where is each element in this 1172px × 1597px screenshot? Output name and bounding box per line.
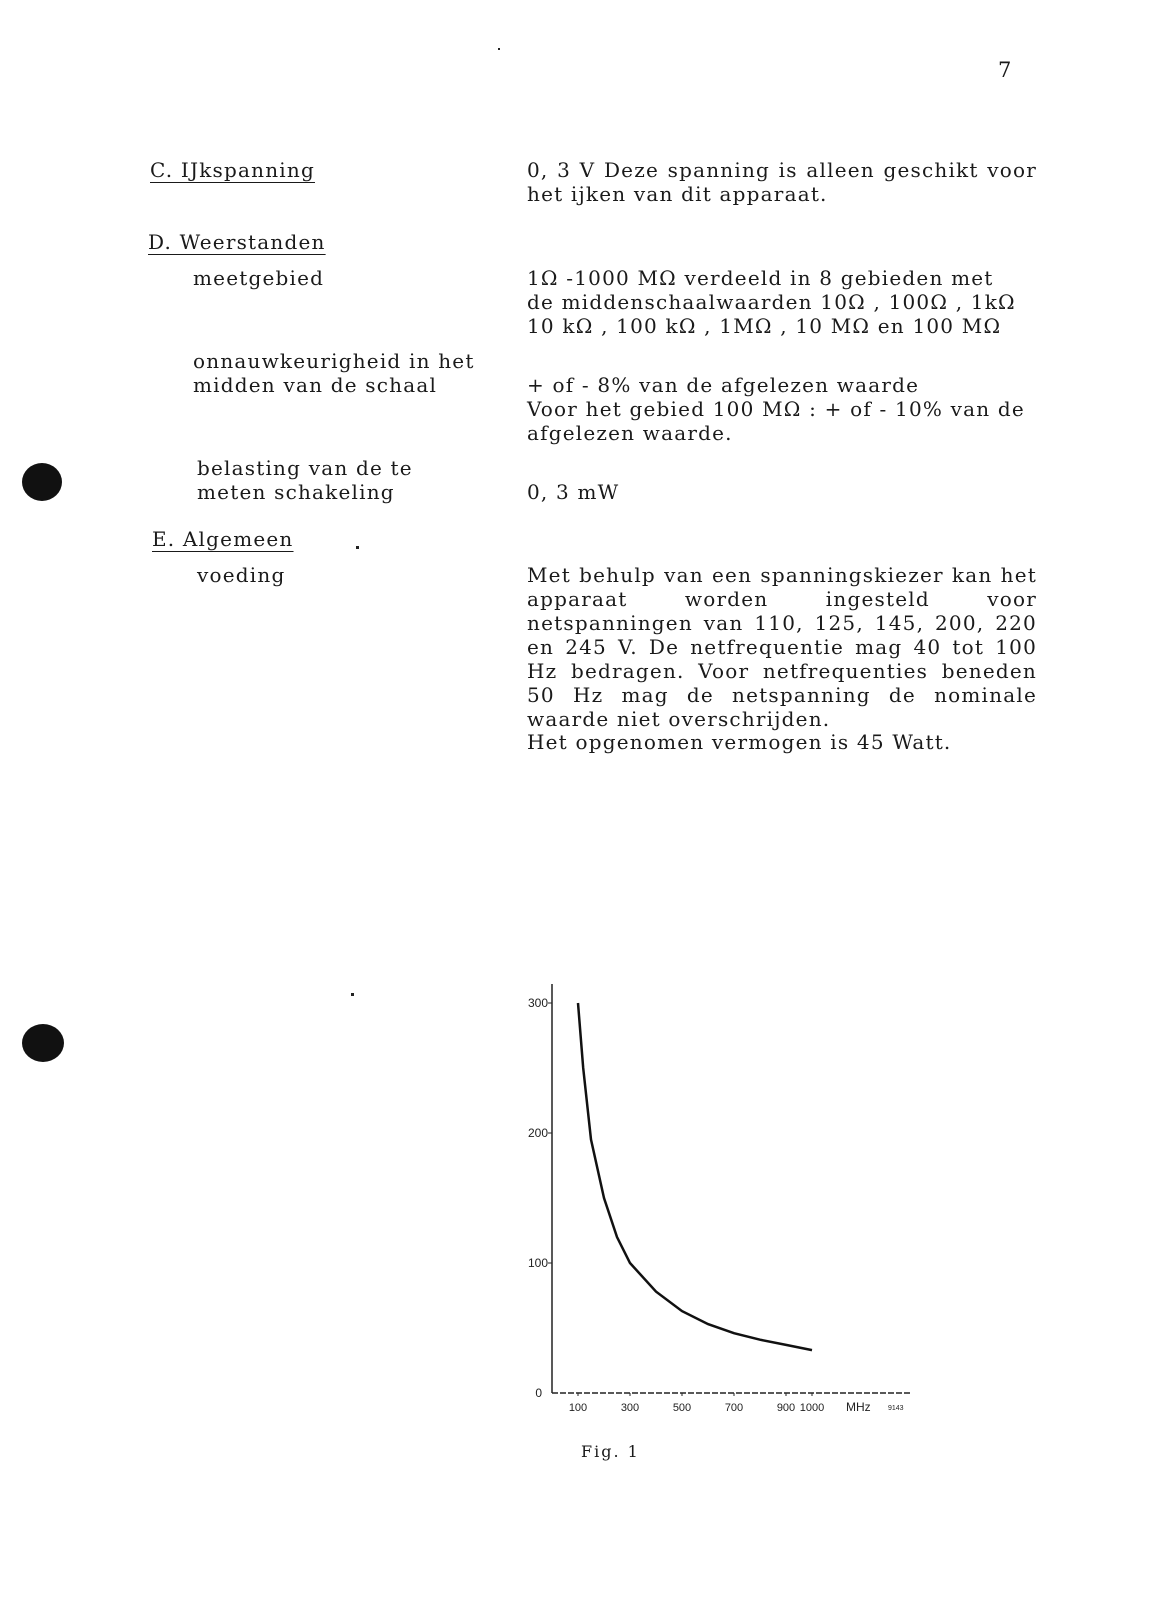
x-tick-label: 300 <box>620 1402 640 1414</box>
punch-hole-top <box>22 463 62 501</box>
x-tick-label: 700 <box>724 1402 744 1414</box>
x-tick-label: 1000 <box>799 1402 825 1414</box>
section-c-heading: C. IJkspanning <box>150 158 315 182</box>
scan-speck <box>351 993 354 996</box>
y-tick-label: 300 <box>527 996 548 1010</box>
chart <box>500 980 960 1420</box>
onnauwkeurigheid-line-2: Voor het gebied 100 MΩ : + of - 10% van de <box>527 397 1025 421</box>
belasting-label-2: meten schakeling <box>197 480 395 504</box>
punch-hole-bottom <box>22 1024 64 1062</box>
section-c-text: 0, 3 V Deze spanning is alleen geschikt voor het ijken van dit apparaat. <box>527 158 1037 206</box>
meetgebied-line-2: de middenschaalwaarden 10Ω , 100Ω , 1kΩ <box>527 290 1016 314</box>
onnauwkeurigheid-line-1: + of - 8% van de afgelezen waarde <box>527 373 920 397</box>
onnauwkeurigheid-line-3: afgelezen waarde. <box>527 421 733 445</box>
belasting-label-1: belasting van de te <box>197 456 413 480</box>
scan-speck <box>356 546 359 549</box>
scan-speck <box>498 48 500 50</box>
meetgebied-label: meetgebied <box>193 266 325 290</box>
voeding-label: voeding <box>197 563 286 587</box>
x-axis-unit-label: MHz <box>846 1400 871 1414</box>
meetgebied-line-3: 10 kΩ , 100 kΩ , 1MΩ , 10 MΩ en 100 MΩ <box>527 314 1002 338</box>
y-tick-label: 200 <box>527 1126 548 1140</box>
voeding-text-2: Het opgenomen vermogen is 45 Watt. <box>527 730 952 754</box>
x-tick-label: 900 <box>776 1402 796 1414</box>
y-tick-label: 0 <box>535 1386 542 1400</box>
voeding-text: Met behulp van een spanningskiezer kan het apparaat worden ingesteld voor netspanningen van 110, 125, 145, 200, 220 en 245 V. De netfrequentie mag 40 tot 100 Hz bedragen. Voor netfrequenties beneden 50 Hz mag de netspanning de nominale waarde niet overschrijden. <box>527 563 1037 731</box>
page-number: 7 <box>998 58 1013 82</box>
section-e-heading: E. Algemeen <box>152 527 294 551</box>
figure-code: 9143 <box>888 1405 904 1412</box>
belasting-value: 0, 3 mW <box>527 480 620 504</box>
onnauwkeurigheid-label-1: onnauwkeurigheid in het <box>193 349 475 373</box>
x-tick-label: 100 <box>568 1402 588 1414</box>
x-tick-label: 500 <box>672 1402 692 1414</box>
section-d-heading: D. Weerstanden <box>148 230 326 254</box>
y-tick-label: 100 <box>527 1256 548 1270</box>
meetgebied-line-1: 1Ω -1000 MΩ verdeeld in 8 gebieden met <box>527 266 994 290</box>
figure-caption: Fig. 1 <box>581 1442 640 1461</box>
onnauwkeurigheid-label-2: midden van de schaal <box>193 373 438 397</box>
curve-line <box>578 1003 812 1350</box>
